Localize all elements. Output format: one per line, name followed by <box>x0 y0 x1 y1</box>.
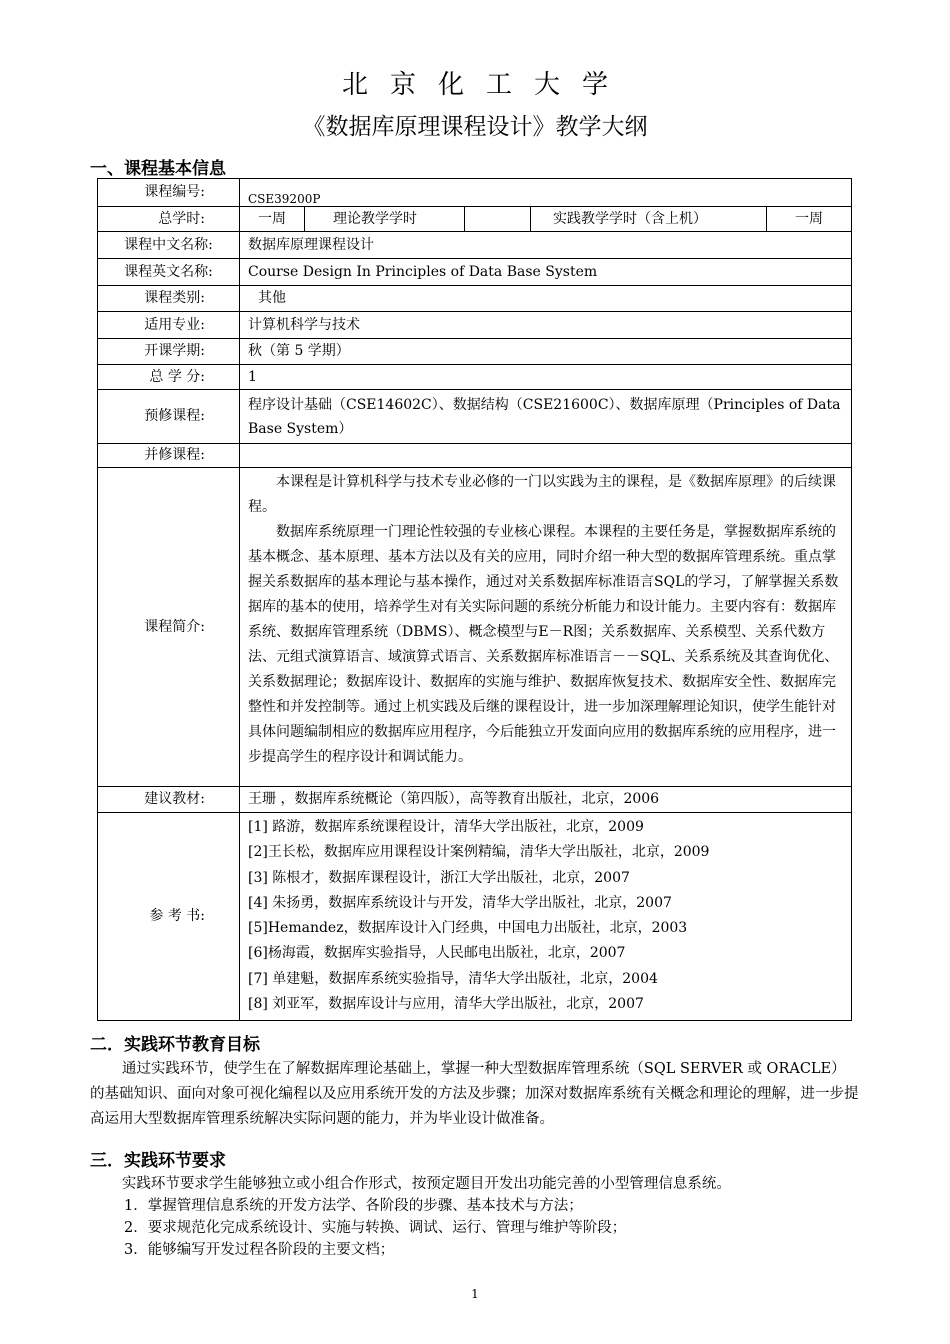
practice-hours: 一周 <box>767 207 852 232</box>
syllabus-title: 《数据库原理课程设计》教学大纲 <box>302 114 648 140</box>
coreq <box>240 444 852 468</box>
semester-label: 开课学期: <box>98 339 240 365</box>
cn-name: 数据库原理课程设计 <box>240 232 852 259</box>
ref-item: [7] 单建魁，数据库系统实验指导，清华大学出版社，北京，2004 <box>248 970 658 987</box>
textbook-label: 建议教材: <box>98 787 240 813</box>
section1-heading: 一、课程基本信息 <box>90 159 226 179</box>
section3-item: 3．能够编写开发过程各阶段的主要文档； <box>124 1242 395 1258</box>
course-code: CSE39200P <box>240 179 852 207</box>
intro-label: 课程简介: <box>98 468 240 787</box>
course-info-table <box>97 178 852 1021</box>
en-name: Course Design In Principles of Data Base System <box>240 259 852 286</box>
section2-heading: 二．实践环节教育目标 <box>90 1035 260 1055</box>
section3-heading: 三．实践环节要求 <box>90 1151 226 1171</box>
refs-cell <box>240 813 852 1021</box>
ref-item: [4] 朱扬勇，数据库系统设计与开发，清华大学出版社，北京，2007 <box>248 894 672 911</box>
major-label: 适用专业: <box>98 312 240 339</box>
ref-item: [5]Hemandez，数据库设计入门经典，中国电力出版社，北京，2003 <box>248 920 688 937</box>
prereq: 程序设计基础（CSE14602C）、数据结构（CSE21600C）、数据库原理（Principles of Data Base System） <box>240 390 852 444</box>
university-title: 北京化工大学 <box>341 70 630 100</box>
major: 计算机科学与技术 <box>240 312 852 339</box>
ref-item: [8] 刘亚军，数据库设计与应用，清华大学出版社，北京，2007 <box>248 996 644 1013</box>
section3-intro: 实践环节要求学生能够独立或小组合作形式，按预定题目开发出功能完善的小型管理信息系统。 <box>121 1176 731 1192</box>
total-hours: 一周 <box>240 207 305 232</box>
section3-body <box>90 1173 860 1261</box>
page-number: 1 <box>471 1287 479 1301</box>
ref-item: [2]王长松，数据库应用课程设计案例精编，清华大学出版社，北京，2009 <box>248 844 710 861</box>
ref-item: [3] 陈根才，数据库课程设计，浙江大学出版社，北京，2007 <box>248 869 630 886</box>
ref-item: [6]杨海霞，数据库实验指导，人民邮电出版社，北京，2007 <box>248 945 626 962</box>
category-label: 课程类别: <box>98 286 240 312</box>
intro-paragraph-1: 本课程是计算机科学与技术专业必修的一门以实践为主的课程，是《数据库原理》的后续课程。 <box>248 474 836 515</box>
ref-item: [1] 路游，数据库系统课程设计，清华大学出版社，北京，2009 <box>248 819 644 835</box>
intro-paragraph-2: 数据库系统原理一门理论性较强的专业核心课程。本课程的主要任务是，掌握数据库系统的基本概念、基本原理、基本方法以及有关的应用，同时介绍一种大型的数据库管理系统。重点掌握关系数据库的基本理论与基本操作，通过对关系数据库标准语言SQL的学习，了解掌握关系数据库的基本的使用，培养学生对有关实际问题的系统分析能力和设计能力。主要内容有：数据库系统、数据库管理系统（DBMS）、概念模型与E－R图；关系数据库、关系模型、关系代数方法、元组式演算语言、域演算式语言、关系数据库标准语言－－SQL、关系系统及其查询优化、关系数据理论；数据库设计、数据库的实施与维护、数据库恢复技术、数据库安全性、数据库完整性和并发控制等。通过上机实践及后继的课程设计，进一步加深理解理论知识，使学生能针对具体问题编制相应的数据库应用程序，今后能独立开发面向应用的数据库系统的应用程序，进一步提高学生的程序设计和调试能力。 <box>248 524 839 765</box>
course-code-label: 课程编号: <box>98 179 240 207</box>
theory-hours <box>465 207 531 232</box>
section2-text: 通过实践环节，使学生在了解数据库理论基础上，掌握一种大型数据库管理系统（SQL SERVER 或 ORACLE）的基础知识、面向对象可视化编程以及应用系统开发的方法及步骤；加深对数据库系统有关概念和理论的理解，进一步提高运用大型数据库管理系统解决实际问题的能力，并为毕业设计做准备。 <box>90 1061 859 1127</box>
intro-cell <box>240 468 852 787</box>
credits: 1 <box>240 365 852 390</box>
semester: 秋（第 5 学期） <box>240 339 852 365</box>
theory-hours-label: 理论教学学时 <box>305 207 465 232</box>
total-hours-label: 总学时: <box>98 207 240 232</box>
coreq-label: 并修课程: <box>98 444 240 468</box>
en-name-label: 课程英文名称: <box>98 259 240 286</box>
cn-name-label: 课程中文名称: <box>98 232 240 259</box>
section3-item: 1．掌握管理信息系统的开发方法学、各阶段的步骤、基本技术与方法； <box>124 1198 583 1214</box>
credits-label: 总 学 分: <box>98 365 240 390</box>
refs-label: 参 考 书: <box>98 813 240 1021</box>
section2-body <box>90 1057 860 1132</box>
textbook: 王珊 ，数据库系统概论（第四版），高等教育出版社，北京，2006 <box>240 787 852 813</box>
section3-item: 2．要求规范化完成系统设计、实施与转换、调试、运行、管理与维护等阶段； <box>124 1220 627 1236</box>
prereq-label: 预修课程: <box>98 390 240 444</box>
category: 其他 <box>240 286 852 312</box>
practice-hours-label: 实践教学学时（含上机） <box>531 207 767 232</box>
